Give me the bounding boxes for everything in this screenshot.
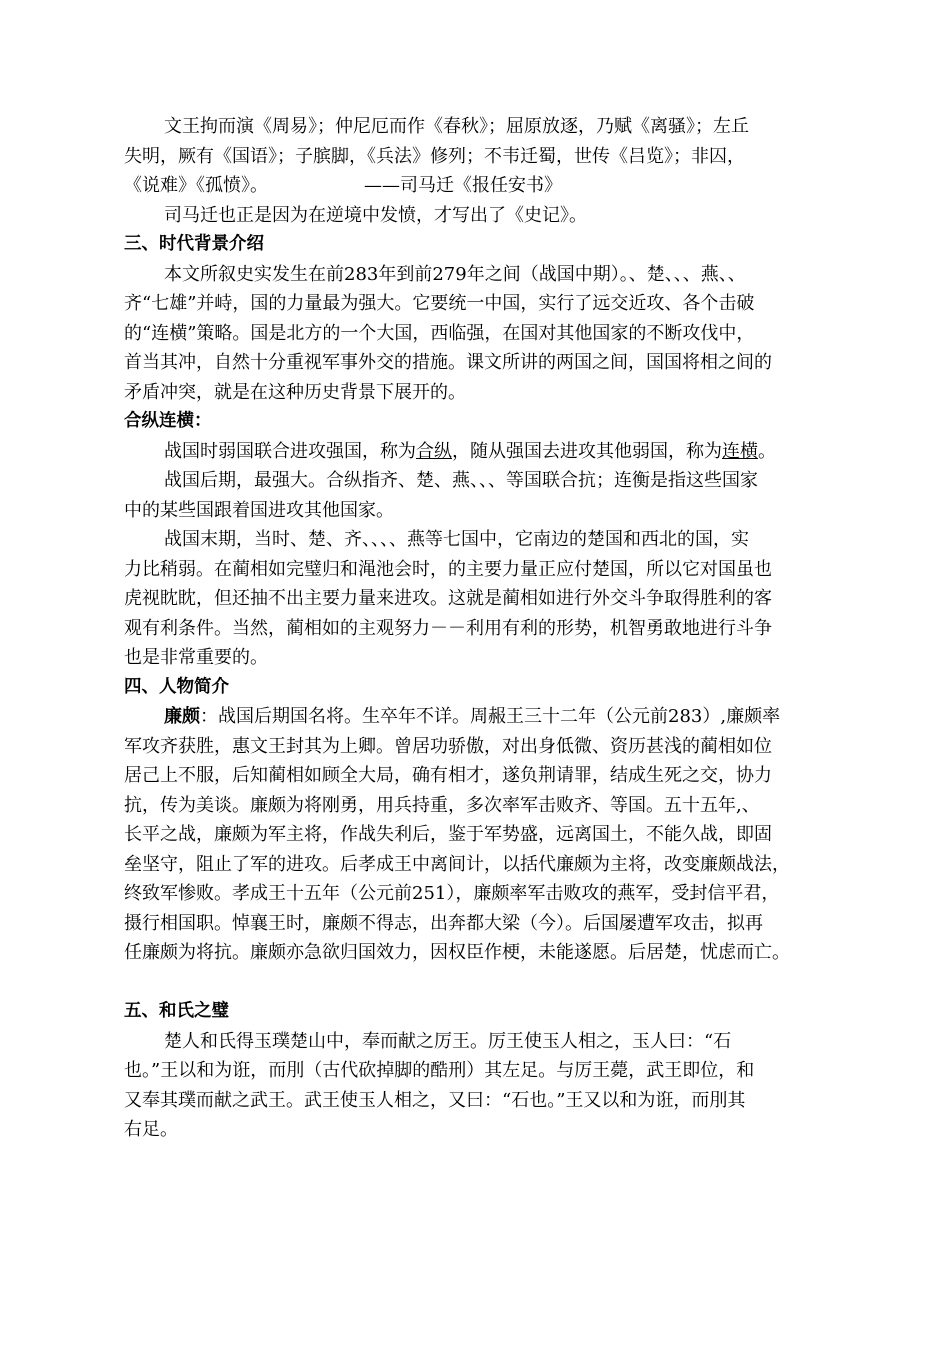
section4-line-5: 长平之战，廉颇为军主将，作战失利后，鉴于军势盛，远离国土，不能久战，即固	[124, 824, 772, 845]
hezong-p2-line-2: 中的某些国跟着国进攻其他国家。	[124, 499, 394, 521]
hezong-p3-line-3: 虎视眈眈，但还抽不出主要力量来进攻。这就是蔺相如进行外交斗争取得胜利的客	[124, 588, 772, 609]
hezong-p1-c: 。	[758, 440, 776, 462]
quote-line-2: 失明，厥有《国语》；子膑脚，《兵法》修列；不韦迁蜀，世传《吕览》；非囚，	[124, 145, 745, 167]
section4-line-3: 居己上不服，后知蔺相如顾全大局，确有相才，遂负荆请罪，结成生死之交，协力	[124, 765, 772, 786]
quote-line-1: 文王拘而演《周易》；仲尼厄而作《春秋》；屈原放逐，乃赋《离骚》；左丘	[164, 116, 749, 137]
hezong-p1-a: 战国时弱国联合进攻强国，称为	[164, 440, 416, 462]
hezong-p3-line-5: 也是非常重要的。	[124, 647, 268, 668]
section4-line-1	[124, 702, 832, 732]
section3-line-2: 齐“七雄”并峙，国的力量最为强大。它要统一中国，实行了远交近攻、各个击破	[124, 293, 755, 314]
section5-heading: 五、和氏之璧	[124, 1001, 229, 1021]
hezong-p1	[124, 437, 832, 467]
section5-line-1: 楚人和氏得玉璞楚山中，奉而献之厉王。厉王使玉人相之，玉人曰：“石	[164, 1030, 732, 1052]
hezong-p3-line-1: 战国末期，当时、楚、齐、、、、燕等七国中，它南边的楚国和西北的国，实	[164, 529, 749, 550]
hezong-p3-line-2: 力比稍弱。在蔺相如完璧归和渑池会时，的主要力量正应付楚国，所以它对国虽也	[124, 558, 772, 580]
section3-line-1: 本文所叙史实发生在前283年到前279年之间（战国中期）。、楚、、、燕、、	[164, 263, 746, 285]
section5-line-2: 也。”王以和为诳，而刖（古代砍掉脚的酷刑）其左足。与厉王薨，武王即位，和	[124, 1060, 755, 1081]
section5-line-4: 右足。	[124, 1119, 178, 1140]
section4-line-4: 抗，传为美谈。廉颇为将刚勇，用兵持重，多次率军击败齐、等国。五十五年,、	[124, 794, 760, 816]
section4-line-6: 垒坚守，阻止了军的进攻。后孝成王中离间计，以括代廉颇为主将，改变廉颇战法，	[124, 853, 790, 875]
hezong-p1-b: ，随从强国去进攻其他弱国，称为	[452, 440, 722, 462]
section3-heading: 三、时代背景介绍	[124, 234, 264, 254]
section3-line-5: 矛盾冲突，就是在这种历史背景下展开的。	[124, 381, 466, 403]
quote-line-3-text: 《说难》《孤愤》。	[124, 175, 268, 196]
quote-attribution: ——司马迁《报任安书》	[364, 175, 562, 196]
blank-line	[124, 968, 832, 998]
section3-line-3: 的“连横”策略。国是北方的一个大国，西临强，在国对其他国家的不断攻伐中，	[124, 322, 755, 344]
section4-line-1-rest: ：战国后期国名将。生卒年不详。周赧王三十二年（公元前283）,廉颇率	[200, 706, 781, 727]
section4-heading: 四、人物简介	[124, 676, 229, 697]
section5-line-3: 又奉其璞而献之武王。武王使玉人相之，又曰：“石也。”王又以和为诳，而刖其	[124, 1089, 746, 1111]
section4-line-7: 终致军惨败。孝成王十五年（公元前251），廉颇率军击败攻的燕军，受封信平君，	[124, 883, 780, 904]
lianpo-name: 廉颇	[164, 706, 200, 727]
document-page	[124, 112, 832, 1145]
section4-line-9: 任廉颇为将抗。廉颇亦急欲归国效力，因权臣作梗，未能遂愿。后居楚，忧虑而亡。	[124, 942, 790, 963]
section4-line-8: 摄行相国职。悼襄王时，廉颇不得志，出奔都大梁（今）。后国屡遭军攻击，拟再	[124, 912, 763, 934]
hezong-heading: 合纵连横：	[124, 411, 212, 431]
lianheng-term: 连横	[722, 440, 758, 462]
quote-line-3	[124, 171, 832, 201]
hezong-p3-line-4: 观有利条件。当然，蔺相如的主观努力－－利用有利的形势，机智勇敢地进行斗争	[124, 617, 772, 639]
hezong-p2-line-1: 战国后期，最强大。合纵指齐、楚、燕、、、等国联合抗；连衡是指这些国家	[164, 470, 758, 491]
section4-line-2: 军攻齐获胜，惠文王封其为上卿。曾居功骄傲，对出身低微、资历甚浅的蔺相如位	[124, 735, 772, 757]
quote-note: 司马迁也正是因为在逆境中发愤，才写出了《史记》。	[164, 204, 587, 226]
hezong-term: 合纵	[416, 440, 452, 462]
section3-line-4: 首当其冲，自然十分重视军事外交的措施。课文所讲的两国之间，国国将相之间的	[124, 352, 772, 373]
